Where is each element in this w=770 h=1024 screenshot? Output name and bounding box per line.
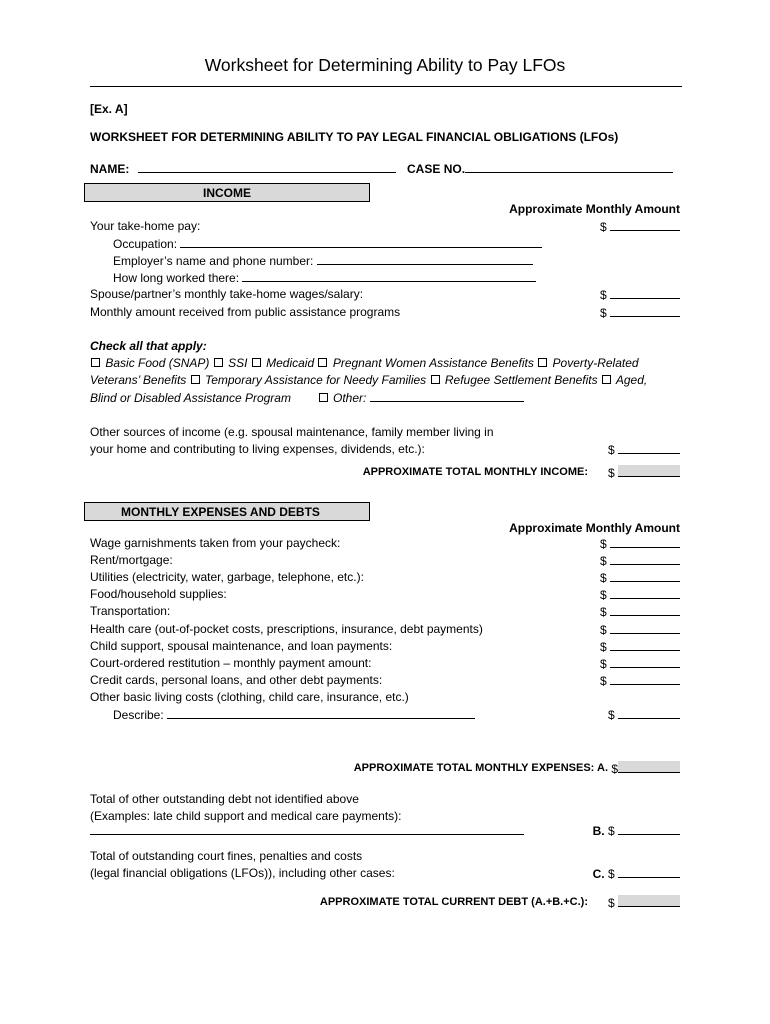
title-rule: [90, 86, 682, 87]
other-debt-amount[interactable]: B. $: [593, 823, 680, 838]
describe-label: Describe:: [113, 708, 164, 722]
describe-field[interactable]: [167, 707, 475, 719]
expense-item-amount[interactable]: $: [600, 622, 680, 637]
programs-line-3: Blind or Disabled Assistance Program Other:: [90, 390, 524, 405]
total-debt-label: APPROXIMATE TOTAL CURRENT DEBT (A.+B.+C.):: [319, 896, 588, 908]
take-home-label: Your take-home pay:: [90, 219, 201, 233]
expense-item-label: Rent/mortgage:: [90, 553, 173, 567]
checkbox-poverty-veterans[interactable]: [538, 358, 547, 367]
case-number-field[interactable]: [465, 161, 673, 173]
checkbox-aged-blind[interactable]: [602, 375, 611, 384]
other-debt-describe-field[interactable]: [90, 823, 524, 838]
court-fines-line-2: (legal financial obligations (LFOs)), including other cases:: [90, 866, 395, 880]
other-sources-line-1: Other sources of income (e.g. spousal maintenance, family member living in: [90, 425, 494, 439]
worksheet-heading: WORKSHEET FOR DETERMINING ABILITY TO PAY LEGAL FINANCIAL OBLIGATIONS (LFOs): [90, 130, 619, 144]
court-fines-amount[interactable]: C. $: [593, 866, 680, 881]
spouse-label: Spouse/partner’s monthly take-home wages/salary:: [90, 287, 364, 301]
other-debt-line-2: (Examples: late child support and medical care payments):: [90, 809, 402, 823]
checkbox-ssi[interactable]: [214, 358, 223, 367]
expense-item-label: Credit cards, personal loans, and other debt payments:: [90, 673, 383, 687]
spouse-amount[interactable]: $: [600, 287, 680, 302]
expense-item-amount[interactable]: $: [600, 604, 680, 619]
employer-label: Employer’s name and phone number:: [113, 254, 314, 268]
total-debt-amount[interactable]: $: [608, 895, 680, 910]
expenses-section-header: [84, 502, 370, 521]
name-label: NAME:: [90, 162, 130, 176]
checkbox-tanf[interactable]: [191, 375, 200, 384]
expense-item-label: Utilities (electricity, water, garbage, telephone, etc.):: [90, 570, 364, 584]
programs-line-1: Basic Food (SNAP) SSI Medicaid Pregnant Women Assistance Benefits Poverty-Related: [90, 356, 639, 370]
expense-item-amount[interactable]: $: [600, 656, 680, 671]
checkbox-medicaid[interactable]: [252, 358, 261, 367]
income-amount-header: Approximate Monthly Amount: [509, 202, 680, 216]
court-fines-line-1: Total of outstanding court fines, penalties and costs: [90, 849, 363, 863]
expense-item-label: Health care (out-of-pocket costs, prescriptions, insurance, debt payments): [90, 622, 483, 636]
exhibit-label: [Ex. A]: [90, 102, 128, 116]
other-basic-label: Other basic living costs (clothing, child care, insurance, etc.): [90, 690, 409, 704]
checkbox-other[interactable]: [319, 393, 328, 402]
other-debt-line-1: Total of other outstanding debt not identified above: [90, 792, 359, 806]
expense-item-amount[interactable]: $: [600, 553, 680, 568]
expenses-section-label: MONTHLY EXPENSES AND DEBTS: [121, 504, 320, 519]
income-section-label: INCOME: [203, 185, 251, 200]
case-label: CASE NO.: [407, 162, 466, 176]
employer-row: [113, 253, 533, 268]
occupation-field[interactable]: [180, 236, 542, 248]
occupation-label: Occupation:: [113, 237, 178, 251]
how-long-label: How long worked there:: [113, 271, 240, 285]
page-title: Worksheet for Determining Ability to Pay LFOs: [204, 55, 566, 75]
expense-item-amount[interactable]: $: [600, 570, 680, 585]
expense-item-label: Wage garnishments taken from your paycheck:: [90, 536, 341, 550]
check-all-label: Check all that apply:: [90, 339, 207, 353]
expense-item-label: Food/household supplies:: [90, 587, 227, 601]
other-sources-line-2: your home and contributing to living expenses, dividends, etc.):: [90, 442, 425, 456]
take-home-amount[interactable]: $: [600, 219, 680, 234]
expense-item-amount[interactable]: $: [600, 639, 680, 654]
other-basic-amount[interactable]: $: [608, 707, 680, 722]
checkbox-refugee[interactable]: [431, 375, 440, 384]
describe-row: [113, 707, 475, 722]
total-income-amount[interactable]: $: [608, 465, 680, 480]
name-row: [90, 161, 673, 176]
total-expenses-label: APPROXIMATE TOTAL MONTHLY EXPENSES: A.: [353, 762, 608, 774]
programs-line-2: Veterans’ Benefits Temporary Assistance for Needy Families Refugee Settlement Benefits Aged,: [90, 373, 648, 387]
occupation-row: [113, 236, 542, 251]
expense-item-label: Child support, spousal maintenance, and loan payments:: [90, 639, 393, 653]
total-expenses-amount[interactable]: $: [611, 761, 680, 776]
how-long-field[interactable]: [242, 270, 536, 282]
expense-item-label: Transportation:: [90, 604, 171, 618]
expense-item-amount[interactable]: $: [600, 673, 680, 688]
other-program-field[interactable]: [370, 390, 524, 402]
employer-field[interactable]: [317, 253, 533, 265]
checkbox-snap[interactable]: [91, 358, 100, 367]
other-sources-amount[interactable]: $: [608, 442, 680, 457]
income-section-header: [84, 183, 370, 202]
expense-item-amount[interactable]: $: [600, 587, 680, 602]
public-assistance-label: Monthly amount received from public assistance programs: [90, 305, 401, 319]
public-assistance-amount[interactable]: $: [600, 305, 680, 320]
total-income-label: APPROXIMATE TOTAL MONTHLY INCOME:: [362, 466, 588, 478]
checkbox-pregnant-women[interactable]: [318, 358, 327, 367]
how-long-row: [113, 270, 536, 285]
expense-item-label: Court-ordered restitution – monthly payment amount:: [90, 656, 372, 670]
expense-item-amount[interactable]: $: [600, 536, 680, 551]
expenses-amount-header: Approximate Monthly Amount: [509, 521, 680, 535]
name-field[interactable]: [138, 161, 396, 173]
